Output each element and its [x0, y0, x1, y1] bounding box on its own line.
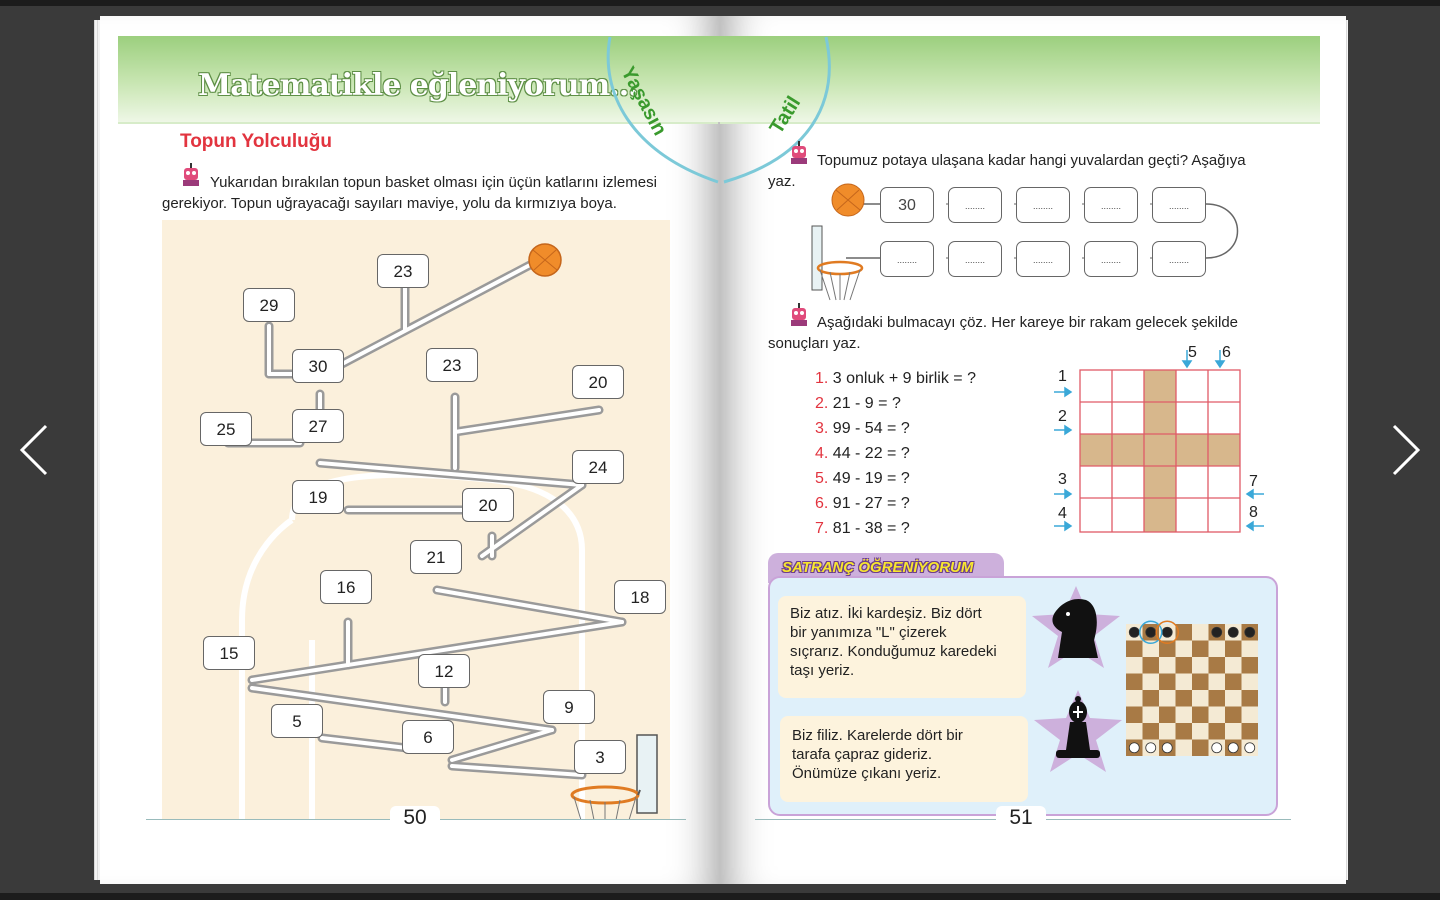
maze-number-box: 16 — [320, 570, 372, 604]
question-number: 1. — [815, 370, 829, 387]
maze-number-box: 21 — [410, 540, 462, 574]
answer-slot[interactable]: ........ — [948, 187, 1002, 223]
answer-slot[interactable]: ........ — [948, 241, 1002, 277]
question-text: 99 - 54 = ? — [828, 420, 910, 437]
chess-square — [1192, 657, 1209, 674]
chess-piece — [1212, 743, 1222, 753]
chess-square — [1126, 707, 1143, 724]
question-text: 21 - 9 = ? — [828, 395, 901, 412]
chess-square — [1159, 657, 1176, 674]
chess-square — [1242, 723, 1259, 740]
chess-square — [1225, 657, 1242, 674]
chess-square — [1143, 723, 1160, 740]
puzzle-question — [815, 370, 976, 395]
chess-square — [1159, 674, 1176, 691]
chevron-left-icon — [14, 420, 54, 480]
puzzle-question — [815, 420, 976, 445]
left-banner-title: Matematikle eğleniyorum... — [198, 68, 638, 103]
knight-icon — [1028, 582, 1124, 672]
puzzle-question — [815, 495, 976, 520]
chess-piece — [1129, 743, 1139, 753]
robot-icon — [180, 162, 202, 188]
knight-text-4: taşı yeriz. — [790, 662, 855, 679]
grid-label-3: 3 — [1058, 471, 1067, 488]
puzzle-question — [815, 470, 976, 495]
bishop-bubble — [780, 716, 1028, 802]
chess-square — [1225, 690, 1242, 707]
knight-text-2: bir yanımıza "L" çizerek — [790, 624, 947, 641]
grid-label-2: 2 — [1058, 408, 1067, 425]
maze-number-box: 12 — [418, 654, 470, 688]
maze-number-box: 15 — [203, 636, 255, 670]
grid-label-5: 5 — [1188, 344, 1197, 361]
chess-square — [1242, 657, 1259, 674]
chess-square — [1159, 723, 1176, 740]
bishop-icon — [1030, 686, 1126, 776]
maze-number-box: 29 — [243, 288, 295, 322]
chess-piece — [1228, 743, 1238, 753]
chess-square — [1176, 641, 1193, 658]
chess-square — [1209, 657, 1226, 674]
instruction-line-1: Yukarıdan bırakılan topun basket olması için üçün katlarını izlemesi — [210, 174, 657, 191]
question-number: 7. — [815, 520, 829, 537]
basketball-icon — [529, 244, 561, 276]
small-ball-icon — [832, 184, 864, 216]
chess-square — [1126, 657, 1143, 674]
chess-piece — [1162, 627, 1172, 637]
puzzle-question — [815, 445, 976, 470]
chess-piece — [1245, 627, 1255, 637]
left-page — [100, 16, 720, 884]
knight-text-3: sıçrarız. Konduğumuz karedeki — [790, 643, 997, 660]
maze-number-box: 25 — [200, 412, 252, 446]
chess-square — [1225, 723, 1242, 740]
viewer-bottom-bar — [0, 893, 1440, 900]
bishop-text-2: tarafa çapraz gideriz. — [792, 746, 933, 763]
grid-label-7: 7 — [1249, 473, 1258, 490]
puzzle-question — [815, 520, 976, 545]
grid-label-1: 1 — [1058, 368, 1067, 385]
maze-number-box: 9 — [543, 690, 595, 724]
maze-number-box: 19 — [292, 480, 344, 514]
chess-square — [1192, 707, 1209, 724]
chess-square — [1176, 657, 1193, 674]
chess-square — [1192, 723, 1209, 740]
robot-icon-2 — [788, 140, 810, 166]
grid-label-4: 4 — [1058, 505, 1067, 522]
chess-square — [1126, 690, 1143, 707]
question-text: 3 onluk + 9 birlik = ? — [828, 370, 976, 387]
chess-square — [1225, 674, 1242, 691]
chess-square — [1209, 641, 1226, 658]
chess-piece — [1146, 627, 1156, 637]
chess-square — [1176, 723, 1193, 740]
question-text: 81 - 38 = ? — [828, 520, 910, 537]
book-spread — [100, 16, 1346, 884]
chess-square — [1209, 674, 1226, 691]
maze-number-box: 24 — [572, 450, 624, 484]
chess-square — [1209, 690, 1226, 707]
robot-icon-3 — [788, 302, 810, 328]
chess-square — [1192, 740, 1209, 757]
answer-slot[interactable]: ........ — [1152, 187, 1206, 223]
question-text: 91 - 27 = ? — [828, 495, 910, 512]
chess-square — [1192, 674, 1209, 691]
viewer-top-bar — [0, 0, 1440, 6]
maze-number-box: 23 — [426, 348, 478, 382]
chess-square — [1242, 641, 1259, 658]
maze-number-box: 5 — [271, 704, 323, 738]
chess-square — [1225, 707, 1242, 724]
answer-slot[interactable]: 30 — [880, 187, 934, 223]
chess-square — [1176, 674, 1193, 691]
chess-piece — [1212, 627, 1222, 637]
question-2-line-2: sonuçları yaz. — [768, 335, 861, 352]
question-number: 5. — [815, 470, 829, 487]
maze-number-box: 30 — [292, 349, 344, 383]
puzzle-question — [815, 395, 976, 420]
prev-page-button[interactable] — [14, 420, 54, 480]
left-page-number: 50 — [390, 806, 440, 830]
grid-label-6: 6 — [1222, 344, 1231, 361]
chess-square — [1143, 674, 1160, 691]
answer-slot[interactable]: ........ — [1084, 187, 1138, 223]
section-title: Topun Yolculuğu — [180, 131, 332, 152]
bishop-text-3: Önümüze çıkanı yeriz. — [792, 765, 942, 782]
chess-square — [1143, 707, 1160, 724]
question-number: 6. — [815, 495, 829, 512]
chess-square — [1192, 624, 1209, 641]
chess-square — [1126, 723, 1143, 740]
chess-square — [1176, 740, 1193, 757]
knight-text-1: Biz atız. İki kardeşiz. Biz dört — [790, 605, 982, 622]
chess-square — [1192, 690, 1209, 707]
chess-square — [1242, 690, 1259, 707]
chess-piece — [1228, 627, 1238, 637]
question-number: 4. — [815, 445, 829, 462]
knight-bubble — [778, 596, 1026, 698]
question-1-line-2: yaz. — [768, 173, 796, 190]
yasasin-text: Yaşasın — [616, 63, 671, 140]
maze-number-box: 3 — [574, 740, 626, 774]
bishop-text-1: Biz filiz. Karelerde dört bir — [792, 727, 963, 744]
chess-square — [1176, 707, 1193, 724]
answer-slot[interactable]: ........ — [880, 241, 934, 277]
chevron-right-icon — [1386, 420, 1426, 480]
chessboard — [1124, 620, 1260, 760]
chess-piece — [1129, 627, 1139, 637]
answer-slot[interactable]: ........ — [1084, 241, 1138, 277]
chess-square — [1225, 641, 1242, 658]
maze-number-box: 20 — [462, 488, 514, 522]
chess-square — [1143, 657, 1160, 674]
answer-slot[interactable]: ........ — [1016, 187, 1070, 223]
question-2-line-1: Aşağıdaki bulmacayı çöz. Her kareye bir rakam gelecek şekilde — [817, 314, 1239, 331]
chess-square — [1176, 690, 1193, 707]
chess-square — [1126, 674, 1143, 691]
maze-number-box: 6 — [402, 720, 454, 754]
instruction-line-2: gerekiyor. Topun uğrayacağı sayıları maviye, yolu da kırmızıya boya. — [162, 195, 617, 212]
next-page-button[interactable] — [1386, 420, 1426, 480]
chess-title: SATRANÇ ÖĞRENİYORUM — [782, 559, 974, 576]
chess-square — [1159, 707, 1176, 724]
chess-square — [1242, 674, 1259, 691]
tatil-text: Tatil — [765, 92, 806, 138]
question-number: 3. — [815, 420, 829, 437]
maze-number-box: 18 — [614, 580, 666, 614]
maze-number-box: 23 — [377, 254, 429, 288]
answer-slot[interactable]: ........ — [1152, 241, 1206, 277]
chess-square — [1159, 690, 1176, 707]
chess-piece — [1245, 743, 1255, 753]
maze-number-box: 20 — [572, 365, 624, 399]
chess-square — [1192, 641, 1209, 658]
grid-label-8: 8 — [1249, 504, 1258, 521]
chess-square — [1143, 690, 1160, 707]
number-puzzle-grid — [1050, 344, 1270, 534]
question-text: 44 - 22 = ? — [828, 445, 910, 462]
small-hoop-icon — [812, 226, 862, 300]
chess-square — [1126, 641, 1143, 658]
question-text: 49 - 19 = ? — [828, 470, 910, 487]
answer-slot[interactable]: ........ — [1016, 241, 1070, 277]
maze-number-box: 27 — [292, 409, 344, 443]
chess-square — [1209, 723, 1226, 740]
puzzle-questions — [815, 370, 976, 545]
chess-piece — [1162, 743, 1172, 753]
chess-piece — [1146, 743, 1156, 753]
chess-square — [1209, 707, 1226, 724]
question-1-line-1: Topumuz potaya ulaşana kadar hangi yuvalardan geçti? Aşağıya — [817, 152, 1246, 169]
right-page-number: 51 — [996, 806, 1046, 830]
question-number: 2. — [815, 395, 829, 412]
chess-square — [1242, 707, 1259, 724]
